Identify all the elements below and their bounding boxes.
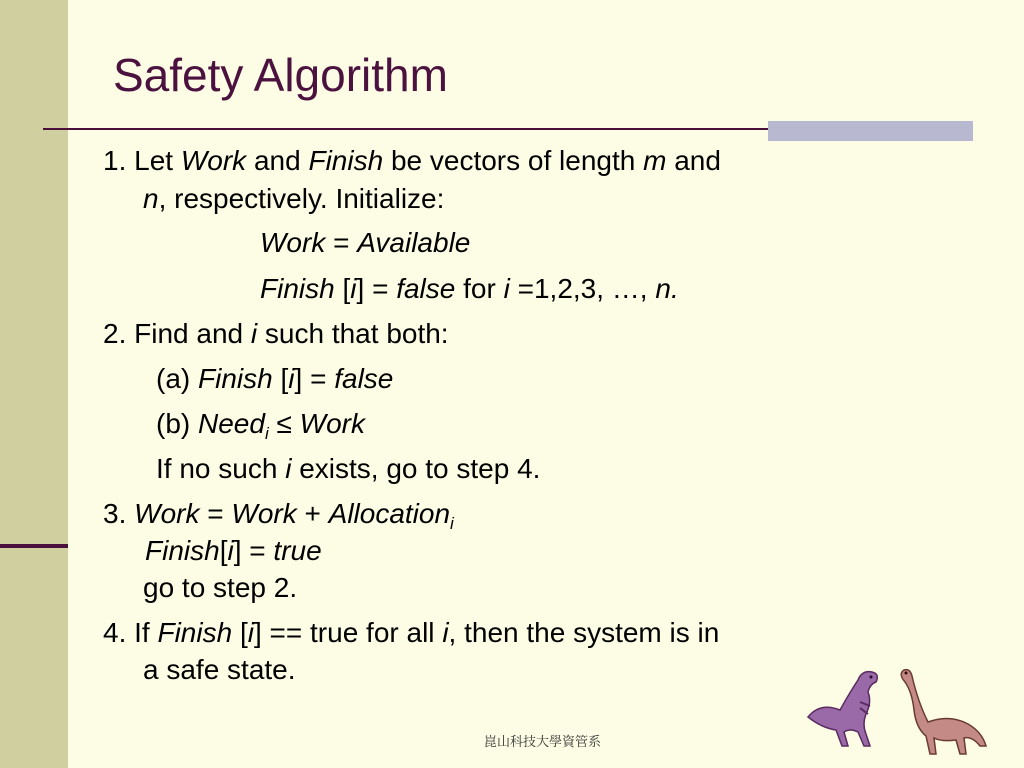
text: Let [134,145,174,176]
slide-title: Safety Algorithm [113,49,448,101]
operator: = [249,535,266,566]
var-finish: Finish [260,273,335,304]
subscript-i: i [450,514,454,533]
value-false: false [334,363,394,394]
step-1-line-1 [103,147,721,175]
step-1-init-work [260,229,470,257]
value-true: true [273,535,322,566]
text: , then the system is in [448,617,720,648]
operator: = [333,227,350,258]
var-i: i [250,318,258,349]
step-1-init-finish [260,275,679,303]
var-need: Need [198,408,265,439]
var-n: n [143,183,159,214]
text: exists, go to step 4. [299,453,541,484]
var-n: n. [655,273,679,304]
side-bar [0,0,68,768]
footer-text: 崑山科技大學資管系 [483,734,601,749]
var-finish: Finish [157,617,233,648]
var-i: i [503,273,510,304]
step-1-line-2 [143,185,444,213]
value-false: false [396,273,456,304]
side-bar-tick [0,544,68,548]
text: and [674,145,721,176]
var-i: i [247,617,254,648]
text: and [253,145,301,176]
text: , respectively. Initialize: [158,183,445,214]
step-3-line-1 [103,500,454,532]
var-m: m [643,145,667,176]
step-2-line-1 [103,320,449,348]
text: =1,2,3, …, [517,273,648,304]
operator: = [207,498,224,529]
label: (a) [156,363,191,394]
text: such that both: [264,318,449,349]
var-work: Work [260,227,326,258]
var-finish: Finish [308,145,384,176]
text: == true for all [269,617,435,648]
operator: ≤ [276,408,292,439]
text: If no such [156,453,278,484]
var-available: Available [357,227,471,258]
bracket: ] [253,617,262,648]
step-number: 1. [103,145,127,176]
step-2-else [156,455,540,483]
var-i: i [285,453,292,484]
var-finish: Finish [198,363,273,394]
bracket: ] [356,273,365,304]
subscript-i: i [264,424,269,443]
text: Find and [134,318,244,349]
step-3-line-3 [143,574,297,602]
step-4-line-1 [103,619,719,647]
text: be vectors of length [390,145,636,176]
text: for [463,273,496,304]
text: If [134,617,150,648]
operator: + [304,498,321,529]
var-finish: Finish [145,535,220,566]
step-number: 2. [103,318,127,349]
var-i: i [350,273,357,304]
var-i: i [442,617,449,648]
var-allocation: Allocation [328,498,451,529]
bracket: ] [233,535,242,566]
bracket: [ [219,535,228,566]
var-i: i [288,363,295,394]
label: (b) [156,408,191,439]
step-number: 4. [103,617,127,648]
operator: = [310,363,327,394]
var-work: Work [231,498,297,529]
bracket: [ [239,617,248,648]
text: a safe state. [143,654,296,685]
var-work: Work [180,145,247,176]
text: go to step 2. [143,572,298,603]
var-i: i [227,535,234,566]
operator: = [372,273,389,304]
step-4-line-2 [143,656,296,684]
title-accent-bar [768,121,973,141]
var-work: Work [134,498,200,529]
bracket: [ [342,273,351,304]
step-3-line-2 [145,537,322,565]
bracket: ] [294,363,303,394]
step-2-condition-a [156,365,393,393]
step-number: 3. [103,498,127,529]
bracket: [ [280,363,289,394]
step-2-condition-b [156,410,365,442]
var-work: Work [299,408,365,439]
